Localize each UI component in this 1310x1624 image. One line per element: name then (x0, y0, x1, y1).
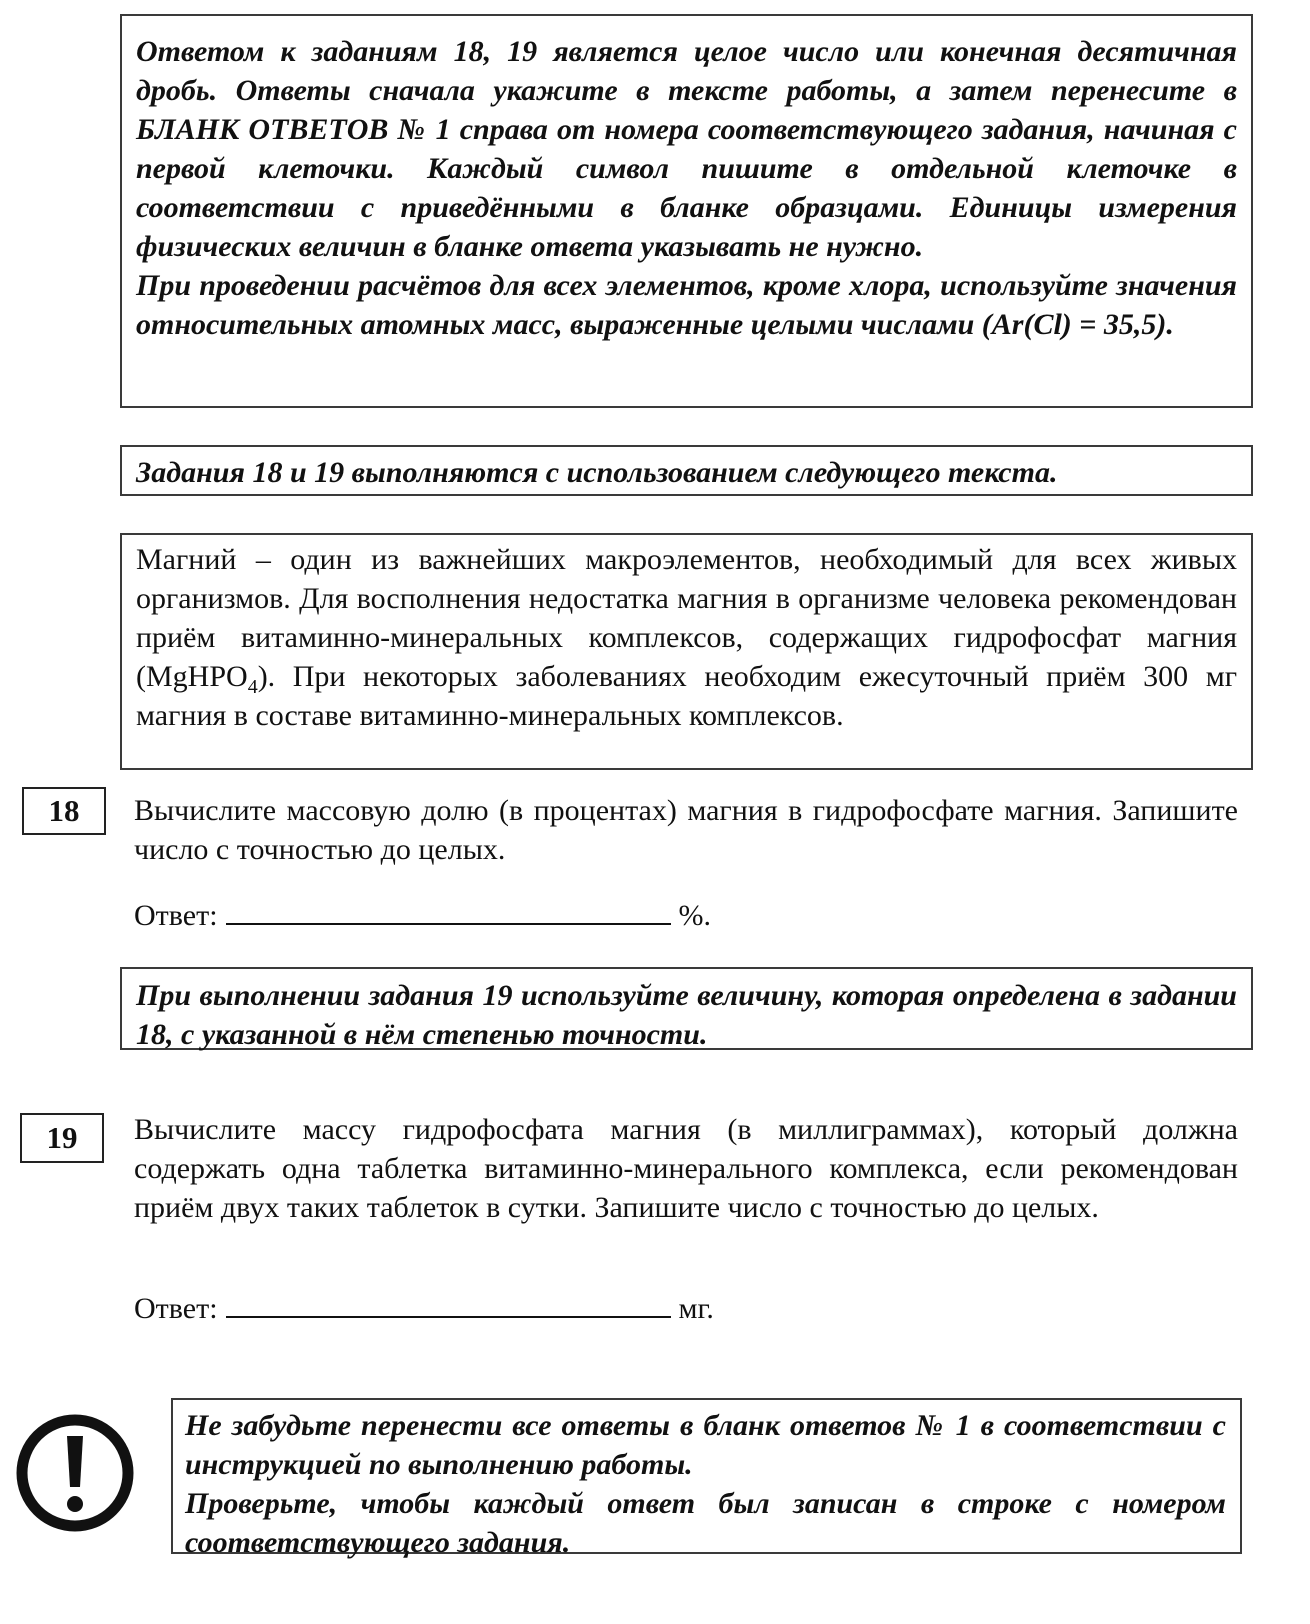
answer-input-18[interactable] (226, 893, 671, 925)
exclamation-icon (14, 1412, 136, 1534)
task-19-note: При выполнении задания 19 используйте величину, которая определена в задании 18, с указанной в нём степенью точности. (136, 979, 1237, 1051)
answer-label: Ответ: (134, 899, 218, 932)
answer-label: Ответ: (134, 1292, 218, 1325)
context-note-box (120, 445, 1253, 496)
context-note: Задания 18 и 19 выполняются с использованием следующего текста. (136, 456, 1058, 489)
task-18-answer (134, 893, 711, 935)
task-19-text: Вычислите массу гидрофосфата магния (в миллиграммах), который должна содержать одна таблетка витаминно-минерального комплекса, если рекомендован приём двух таких таблеток в сутки. Запишите число с точностью до целых. (134, 1113, 1238, 1224)
passage-box (120, 533, 1253, 770)
reminder-text-2: Проверьте, чтобы каждый ответ был записан в строке с номером соответствующего задания. (185, 1487, 1226, 1559)
answer-unit: мг. (678, 1292, 714, 1325)
instructions-box (120, 14, 1253, 408)
answer-unit: %. (678, 899, 712, 932)
task-number-18: 18 (22, 787, 106, 835)
task-19-answer (134, 1286, 714, 1328)
reminder-box (171, 1398, 1242, 1559)
task-number-19: 19 (20, 1113, 104, 1163)
atomic-mass-note: При проведении расчётов для всех элементов, кроме хлора, используйте значения относительных атомных масс, выраженные целыми числами (Ar(Cl) = 35,5). (136, 269, 1237, 341)
passage-text: Магний – один из важнейших макроэлементов, необходимый для всех живых организмов. Для восполнения недостатка магния в организме человека рекомендован приём витаминно-минеральных комплексов, содержащих гидрофосфат магния (MgHPO$_4$). При некоторых заболеваниях необходим ежесуточный приём 300 мг магния в составе витаминно-минеральных комплексов. (136, 543, 1237, 732)
answer-input-19[interactable] (226, 1286, 671, 1318)
reminder-text-1: Не забудьте перенести все ответы в бланк ответов № 1 в соответствии с инструкцией по выполнению работы. (185, 1409, 1226, 1481)
task-19-note-box (120, 967, 1253, 1050)
task-18-text: Вычислите массовую долю (в процентах) магния в гидрофосфате магния. Запишите число с точностью до целых. (134, 794, 1238, 866)
subscript-4: 4 (247, 676, 258, 698)
instructions-text: Ответом к заданиям 18, 19 является целое число или конечная десятичная дробь. Ответы сначала укажите в тексте работы, а затем перенесите в БЛАНК ОТВЕТОВ № 1 справа от номера соответствующего задания, начиная с первой клеточки. Каждый символ пишите в отдельной клеточке в соответствии с приведёнными в бланке образцами. Единицы измерения физических величин в бланке ответа указывать не нужно. (136, 35, 1237, 263)
